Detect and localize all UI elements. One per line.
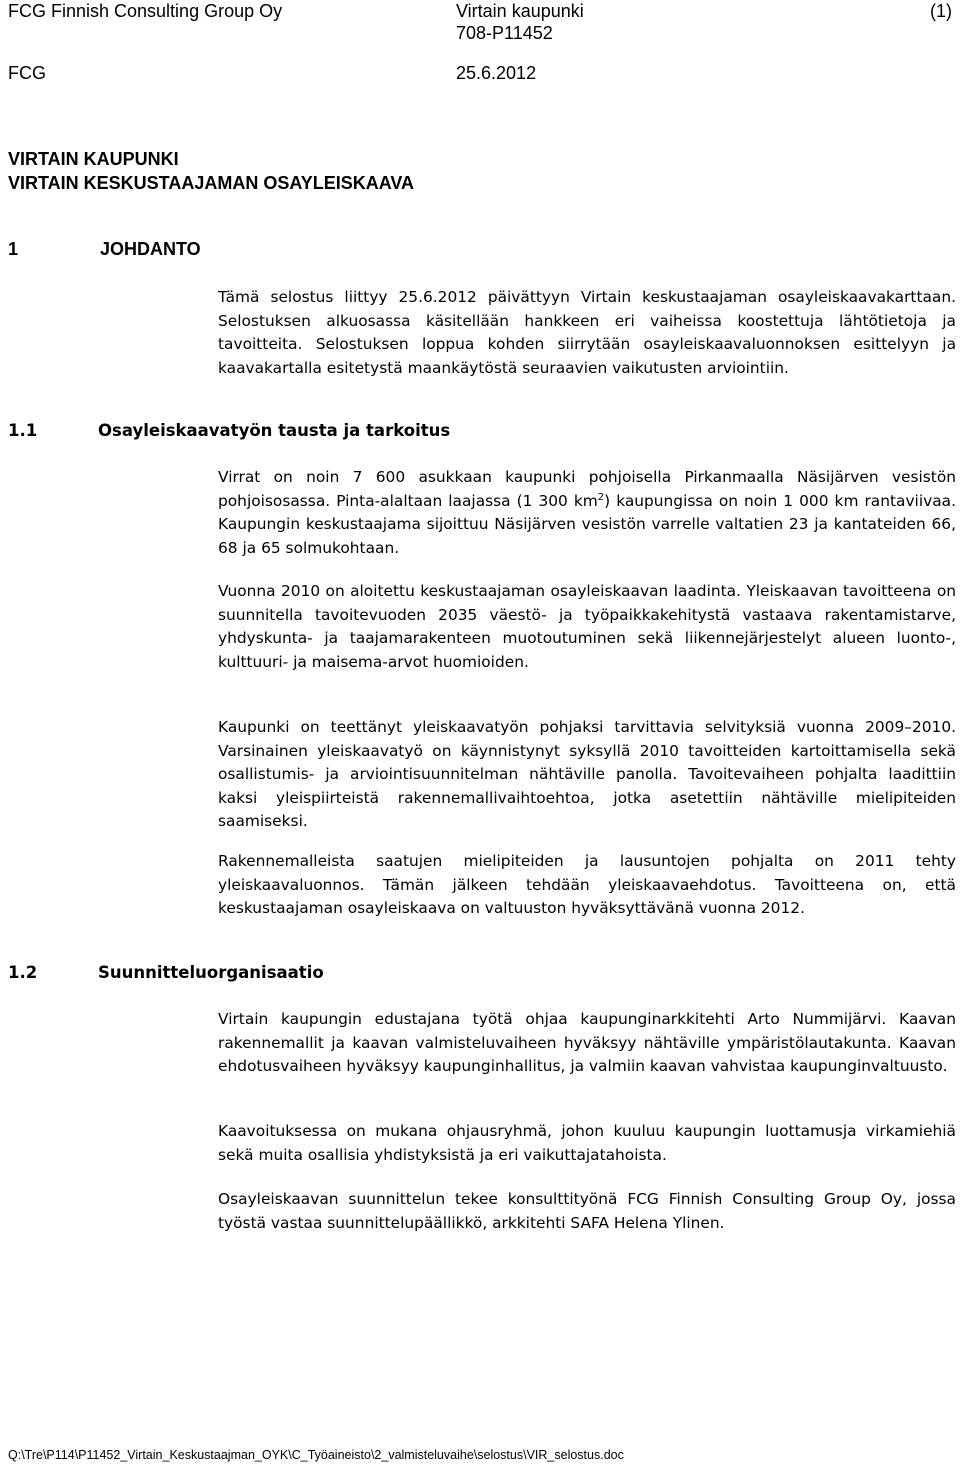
- intro-paragraph: Tämä selostus liittyy 25.6.2012 päivättyyn Virtain keskustaajaman osayleiskaavakarttaan. Selostuksen alkuosassa käsitellään hankkeen eri vaiheissa koostettuja lähtötietoja ja tavoitteita. Selostuksen loppua kohden siirrytään osayleiskaavaluonnoksen esittelyyn ja kaavakartalla esitetystä maankäytöstä seuraavien vaikutusten arviointiin.: [218, 288, 956, 377]
- superscript: 2: [597, 491, 605, 503]
- section-heading-1: [8, 238, 201, 260]
- header-project-number: 708-P11452: [456, 23, 553, 43]
- paragraph-process: Kaupunki on teettänyt yleiskaavatyön pohjaksi tarvittavia selvityksiä vuonna 2009–2010. Varsinainen yleiskaavatyö on käynnistynyt syksyllä 2010 tavoitteiden kartoittamisella sekä osallistumis- ja arviointisuunnitelman nähtäville panolla. Tavoitevaiheen pohjalta laadittiin kaksi yleispiirteistä rakennemallivaihtoehtoa, jotka asetettiin nähtäville mielipiteiden saamiseksi.: [218, 718, 956, 830]
- section-number: 1.1: [8, 421, 38, 440]
- section-heading-1-2: [8, 962, 324, 984]
- paragraph-consultant: Osayleiskaavan suunnittelun tekee konsulttityönä FCG Finnish Consulting Group Oy, jossa työstä vastaa suunnittelupäällikkö, arkkitehti SAFA Helena Ylinen.: [218, 1190, 956, 1232]
- section-title: Osayleiskaavatyön tausta ja tarkoitus: [98, 421, 451, 440]
- paragraph-text: Virrat on noin 7 600 asukkaan kaupunki pohjoisella Pirkanmaalla Näsijärven vesistön pohjoisosassa. Pinta-alaltaan laajassa (1 300 km: [218, 468, 956, 510]
- paragraph-goals: Vuonna 2010 on aloitettu keskustaajaman osayleiskaavan laadinta. Yleiskaavan tavoitteena on suunnitella tavoitevuoden 2035 väestö- ja työpaikkakehitystä vastaava rakentamistarve, yhdyskunta- ja taajamarakenteen muotoutuminen sekä liikennejärjestelyt alueen luonto-, kulttuuri- ja maisema-arvot huomioiden.: [218, 582, 956, 671]
- section-number: 1.2: [8, 963, 38, 982]
- paragraph-steering-group: Kaavoituksessa on mukana ohjausryhmä, johon kuuluu kaupungin luottamusja virkamiehiä sekä muita osallisia yhdistyksistä ja eri vaikuttajatahoista.: [218, 1122, 956, 1164]
- header-date: 25.6.2012: [456, 63, 537, 83]
- header-client: Virtain kaupunki: [456, 1, 584, 21]
- footer-file-path: Q:\Tre\P114\P11452_Virtain_Keskustaajman_OYK\C_Työaineisto\2_valmisteluvaihe\selostus\VIR_selostus.doc: [8, 1448, 624, 1462]
- header-company: FCG Finnish Consulting Group Oy: [8, 1, 283, 21]
- section-number: 1: [8, 239, 19, 259]
- section-title: JOHDANTO: [100, 239, 201, 259]
- section-heading-1-1: [8, 420, 450, 442]
- paragraph-schedule: Rakennemalleista saatujen mielipiteiden ja lausuntojen pohjalta on 2011 tehty yleiskaavaluonnos. Tämän jälkeen tehdään yleiskaavaehdotus. Tavoitteena on, että keskustaajaman osayleiskaava on valtuuston hyväksyttävänä vuonna 2012.: [218, 852, 956, 917]
- paragraph-location: [218, 466, 956, 560]
- section-title: Suunnitteluorganisaatio: [98, 963, 324, 982]
- header-short-name: FCG: [8, 63, 46, 83]
- paragraph-organisation: Virtain kaupungin edustajana työtä ohjaa kaupunginarkkitehti Arto Nummijärvi. Kaavan rakennemallit ja kaavan valmisteluvaiheen hyväksyy nähtäville ympäristölautakunta. Kaavan ehdotusvaiheen hyväksyy kaupunginhallitus, ja valmiin kaavan vahvistaa kaupunginvaltuusto.: [218, 1010, 956, 1075]
- paragraph-text: ) kaupungissa on noin 1 000 km rantaviivaa. Kaupungin keskustaajama sijoittuu Näsijärven vesistön varrelle valtatien 23 ja kantateiden 66, 68 ja 65 solmukohtaan.: [218, 491, 956, 557]
- document-title-line1: VIRTAIN KAUPUNKI: [8, 149, 179, 169]
- document-title-line2: VIRTAIN KESKUSTAAJAMAN OSAYLEISKAAVA: [8, 173, 415, 193]
- header-page-number: (1): [930, 1, 952, 21]
